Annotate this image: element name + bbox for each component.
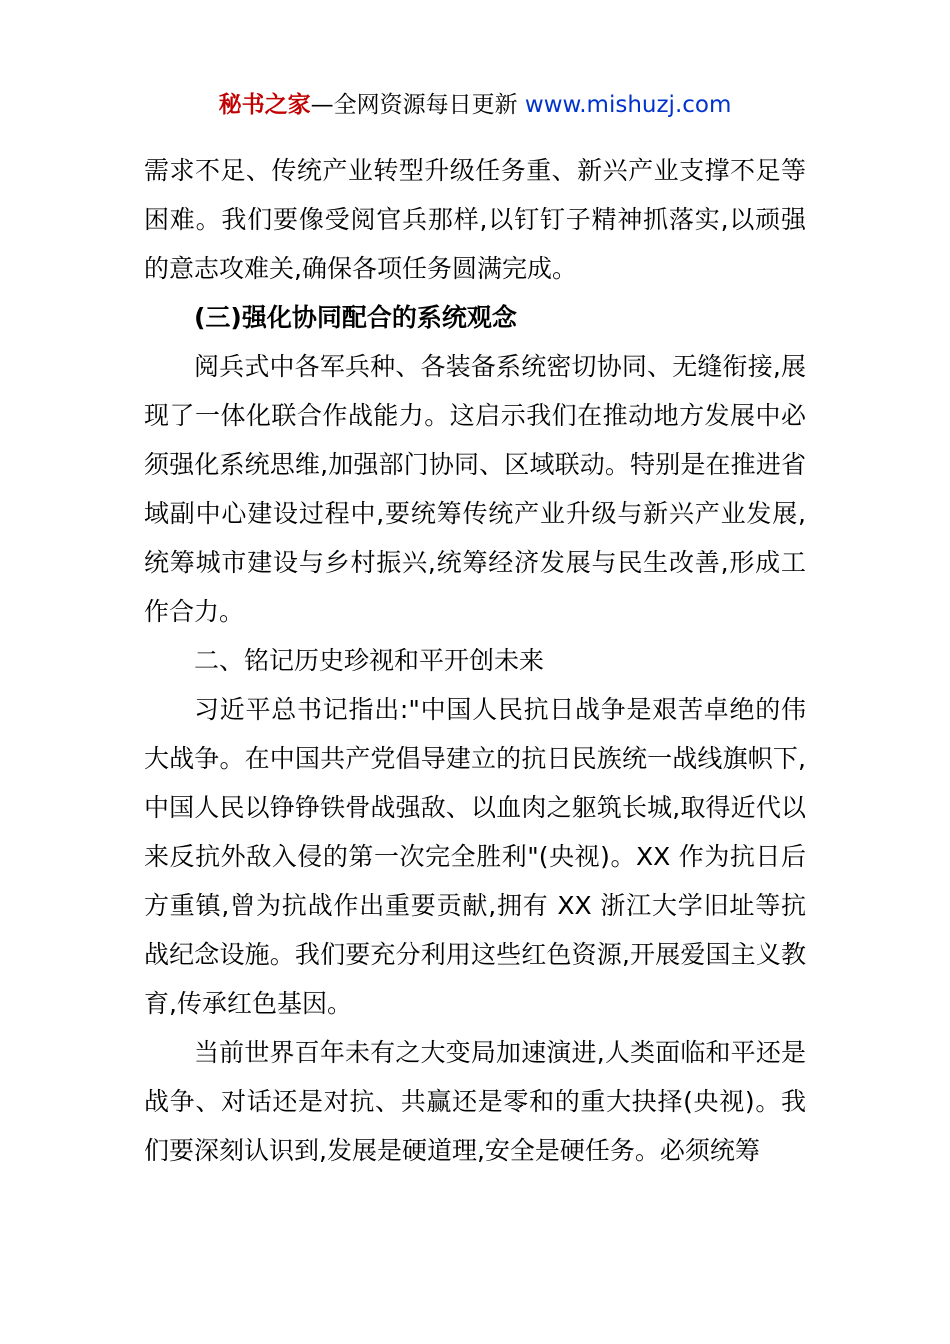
- section-heading-3: (三)强化协同配合的系统观念: [194, 303, 517, 332]
- paragraph: 阅兵式中各军兵种、各装备系统密切协同、无缝衔接,展现了一体化联合作战能力。这启示我们在推动地方发展中必须强化系统思维,加强部门协同、区域联动。特别是在推进省域副中心建设过程中,要统筹传统产业升级与新兴产业发展,统筹城市建设与乡村振兴,统筹经济发展与民生改善,形成工作合力。: [144, 352, 806, 626]
- site-url-link[interactable]: www.mishuzj.com: [524, 92, 732, 118]
- site-slogan: —全网资源每日更新: [310, 92, 525, 118]
- page-header: [0, 88, 950, 122]
- document-body: [144, 146, 806, 1175]
- site-brand: 秘书之家: [218, 92, 311, 118]
- paragraph-continued: 需求不足、传统产业转型升级任务重、新兴产业支撑不足等困难。我们要像受阅官兵那样,以钉钉子精神抓落实,以顽强的意志攻难关,确保各项任务圆满完成。: [144, 156, 806, 283]
- paragraph: 当前世界百年未有之大变局加速演进,人类面临和平还是战争、对话还是对抗、共赢还是零和的重大抉择(央视)。我们要深刻认识到,发展是硬道理,安全是硬任务。必须统筹: [144, 1038, 806, 1165]
- chapter-heading-2: 二、铭记历史珍视和平开创未来: [194, 646, 545, 675]
- paragraph: 习近平总书记指出:"中国人民抗日战争是艰苦卓绝的伟大战争。在中国共产党倡导建立的抗日民族统一战线旗帜下,中国人民以铮铮铁骨战强敌、以血肉之躯筑长城,取得近代以来反抗外敌入侵的第一次完全胜利"(央视)。XX 作为抗日后方重镇,曾为抗战作出重要贡献,拥有 XX 浙江大学旧址等抗战纪念设施。我们要充分利用这些红色资源,开展爱国主义教育,传承红色基因。: [144, 695, 806, 1018]
